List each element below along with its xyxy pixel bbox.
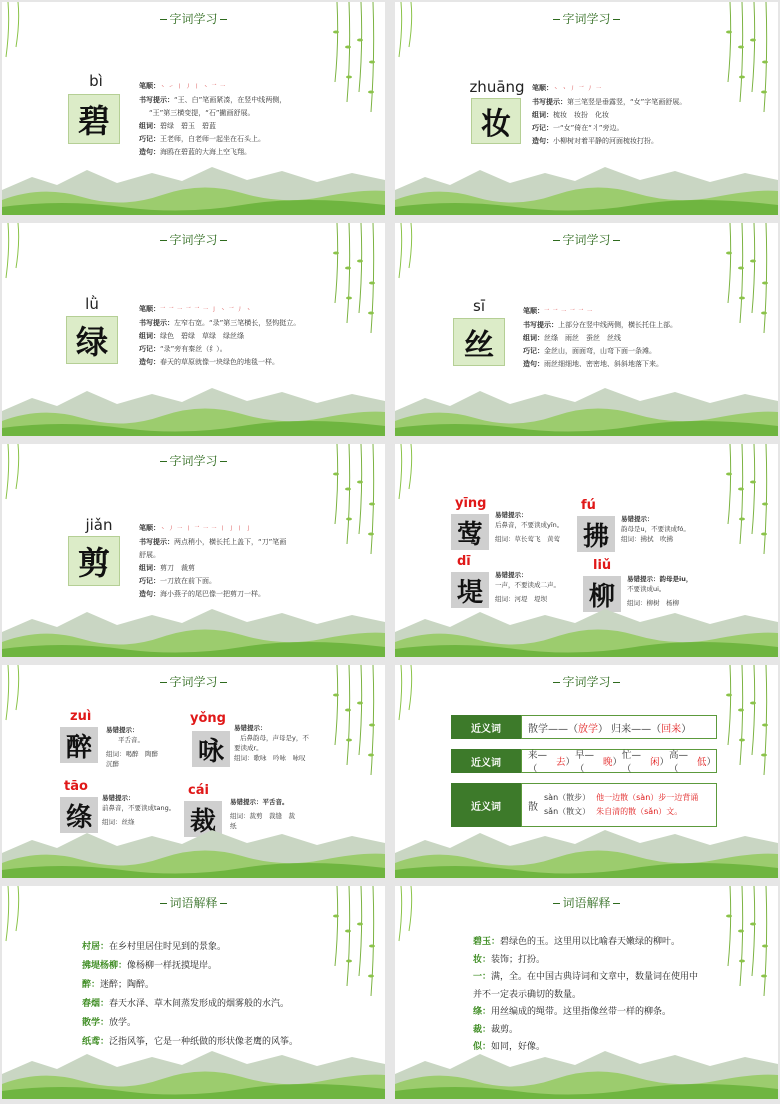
landscape-decoration	[395, 818, 778, 878]
slide-6[interactable]	[395, 444, 778, 657]
char-info: 笔顺：丶 丶 丿 乛 丿 一 书写提示：第三笔竖是垂露竖，“女”字笔画舒展。 组词：梳妆 妆扮 化妆 巧记：一“女”倚在“丬”旁边。 造句：小柳树对着平静的河面梳妆打扮。	[532, 84, 687, 145]
stroke-order: 丶 丿 一 丨 乛 一 一 丨 亅 丨 亅	[160, 526, 252, 532]
willow-left-decoration	[395, 2, 425, 62]
landscape-decoration	[395, 1039, 778, 1099]
willow-left-decoration	[2, 223, 32, 283]
landscape-decoration	[2, 376, 385, 436]
slide-8[interactable]	[395, 665, 778, 878]
definition-item: 似：如同，好像。	[473, 1042, 546, 1052]
slide-2[interactable]	[395, 2, 778, 215]
hint: 易错提示： 一声，不要读成二声。 组词：河堤 堤坝	[495, 571, 560, 603]
slide-title: 字词学习	[395, 673, 778, 690]
stroke-order: 丶 丶 丿 乛 丿 一	[553, 86, 602, 92]
willow-decoration	[327, 886, 385, 1006]
landscape-decoration	[395, 597, 778, 657]
pinyin: jiǎn	[85, 516, 113, 534]
slide-7[interactable]	[2, 665, 385, 878]
synonym-label: 近义词	[451, 715, 521, 739]
willow-decoration	[327, 2, 385, 122]
slide-title: 字词学习	[395, 10, 778, 27]
hint: 易错提示： 韵母是u，不要读成fó。 组词：拂拭 吹拂	[621, 515, 690, 543]
slide-3[interactable]	[2, 223, 385, 436]
definition-item: 散学：放学。	[82, 1018, 137, 1028]
character-card: 剪	[68, 536, 120, 586]
character-card: 裁	[184, 801, 222, 837]
synonym-row-1: 散学——（ 放学 ） 归来——（ 回来 ）	[521, 715, 717, 739]
hint: 易错提示： 前鼻音，不要读成tang。 组词：丝绦	[102, 794, 176, 826]
hint: 易错提示：平舌音。 组词：裁剪 裁缝 裁 纸	[230, 798, 295, 830]
character-card: 柳	[583, 576, 621, 612]
willow-decoration	[327, 223, 385, 343]
definition-item: 裁：裁剪。	[473, 1024, 519, 1035]
willow-left-decoration	[395, 886, 425, 946]
willow-left-decoration	[2, 2, 32, 62]
hint: 易错提示： 后鼻韵母，声母是y，不 要读成r。 组词：歌咏 吟咏 咏叹	[234, 724, 309, 762]
willow-decoration	[720, 665, 778, 785]
slide-title: 字词学习	[2, 231, 385, 248]
definition-item: 并不一定表示确切的数量。	[473, 989, 582, 1000]
character-card: 绦	[60, 797, 98, 833]
definition-item: 绦：用丝编成的绳带。这里指像丝带一样的柳条。	[473, 1007, 672, 1017]
char-info: 笔顺：丶 丿 一 丨 乛 一 一 丨 亅 丨 亅 书写提示：两点稍小，横长托上盖下，“刀”笔画 舒展。 组词：剪刀 裁剪 巧记：一刀放在前下面。 造句：海小燕子的尾巴像一把剪刀一样。	[139, 524, 287, 598]
slide-title: 词语解释	[2, 894, 385, 911]
willow-decoration	[720, 886, 778, 1006]
stroke-order: 丶 ㇀ 丨 丿 丨 丶 乛 一	[160, 84, 227, 90]
character-card: 妆	[471, 98, 521, 144]
char-info: 笔顺：乛 乛 一 乛 乛 一 书写提示：上部分在竖中线两侧，横长托住上部。 组词：丝绦 雨丝 蚕丝 丝线 巧记：金丝山，面面弯，山弯下面一条滩。 造句：雨丝细细地、密密地、斜斜地落下来。	[523, 307, 677, 368]
willow-left-decoration	[395, 223, 425, 283]
landscape-decoration	[395, 155, 778, 215]
slide-title: 词语解释	[395, 894, 778, 911]
hint: 易错提示： 平舌音。 组词：喝醉 陶醉 沉醉	[106, 726, 158, 768]
pinyin: cái	[188, 783, 209, 798]
synonym-row-3: 散 sàn（散步） sǎn（散文） 他一边散（sàn）步一边背诵 朱自清的散（sǎn）文。	[521, 783, 717, 827]
hint: 易错提示：韵母是iu， 不要读成ui。 组词：柳树 杨柳	[627, 575, 693, 607]
definition-item: 村居：在乡村里居住时见到的景象。	[82, 942, 227, 952]
character-card: 咏	[192, 731, 230, 767]
willow-decoration	[720, 444, 778, 564]
character-card: 丝	[453, 318, 505, 366]
willow-left-decoration	[395, 444, 425, 504]
character-card: 拂	[577, 516, 615, 552]
willow-decoration	[327, 444, 385, 564]
landscape-decoration	[2, 818, 385, 878]
definition-item: 拂堤杨柳：像杨柳一样抚摸堤岸。	[82, 961, 218, 971]
definition-item: 纸鸢：泛指风筝，它是一种纸做的形状像老鹰的风筝。	[82, 1037, 299, 1047]
landscape-decoration	[2, 155, 385, 215]
landscape-decoration	[2, 597, 385, 657]
definition-item: 碧玉：碧绿色的玉。这里用以比喻春天嫩绿的柳叶。	[473, 937, 681, 947]
willow-left-decoration	[395, 665, 425, 725]
stroke-order: 乛 乛 一 乛 乛 一	[544, 309, 593, 315]
synonym-label: 近义词	[451, 783, 521, 827]
slide-5[interactable]	[2, 444, 385, 657]
pinyin: sī	[473, 297, 485, 315]
hint: 易错提示： 后鼻音，不要读成yīn。 组词：草长莺飞 黄莺	[495, 511, 564, 543]
char-info: 笔顺：乛 乛 一 乛 乛 一 亅 丶 乛 丿 丶 书写提示：左窄右宽。“录”第三笔横长，竖钩挺立。 组词：绿色 碧绿 草绿 绿丝绦 巧记：“录”旁有秦丝（纟）。 造句：春天的草原就像一块绿色的地毯一样。	[139, 305, 301, 366]
character-card: 绿	[66, 316, 118, 364]
pinyin: lǜ	[85, 295, 99, 313]
character-card: 堤	[451, 572, 489, 608]
definition-list	[82, 938, 298, 1052]
willow-left-decoration	[2, 444, 32, 504]
willow-decoration	[720, 2, 778, 122]
slide-title: 字词学习	[2, 673, 385, 690]
definition-item: 春烟：春天水泽、草木间蒸发形成的烟雾般的水汽。	[82, 999, 290, 1009]
pinyin: dī	[457, 554, 471, 569]
definition-item: 醉：迷醉；陶醉。	[82, 980, 155, 990]
character-card: 碧	[68, 94, 120, 144]
definition-item: 一：满，全。在中国古典诗词和文章中，数量词在使用中	[473, 972, 699, 982]
pinyin: yīng	[455, 496, 487, 511]
pinyin: liǔ	[593, 558, 612, 573]
synonym-label: 近义词	[451, 749, 521, 773]
slide-10[interactable]	[395, 886, 778, 1099]
willow-left-decoration	[2, 665, 32, 725]
slide-title: 字词学习	[395, 231, 778, 248]
slide-title: 字词学习	[2, 10, 385, 27]
pinyin: zuì	[70, 709, 92, 724]
willow-decoration	[720, 223, 778, 343]
willow-left-decoration	[2, 886, 32, 946]
slide-9[interactable]	[2, 886, 385, 1099]
landscape-decoration	[2, 1039, 385, 1099]
synonym-row-2: 来—（ 去 ） 早—（ 晚 ） 忙—（ 闲 ） 高—（ 低 ）	[521, 749, 717, 773]
landscape-decoration	[395, 376, 778, 436]
character-card: 醉	[60, 727, 98, 763]
definition-item: 妆：装饰；打扮。	[473, 954, 546, 965]
pinyin: fú	[581, 498, 596, 513]
slide-1[interactable]	[2, 2, 385, 215]
pinyin: zhuāng	[469, 78, 525, 96]
char-info: 笔顺：丶 ㇀ 丨 丿 丨 丶 乛 一 书写提示：“王、白”笔画紧凑，在竖中线两侧， “王”第三横变提，“石”撇画舒展。 组词：碧绿 碧玉 碧蓝 巧记：王老师，白老师一起坐在石头上。 造句：海鸥在碧蓝的大海上空飞翔。	[139, 82, 287, 156]
slide-title: 字词学习	[2, 452, 385, 469]
character-card: 莺	[451, 514, 489, 550]
stroke-order: 乛 乛 一 乛 乛 一 亅 丶 乛 丿 丶	[160, 307, 252, 313]
pinyin: bì	[89, 72, 103, 90]
pinyin: tāo	[64, 779, 88, 794]
slide-4[interactable]	[395, 223, 778, 436]
willow-decoration	[327, 665, 385, 785]
pinyin: yǒng	[190, 711, 226, 726]
